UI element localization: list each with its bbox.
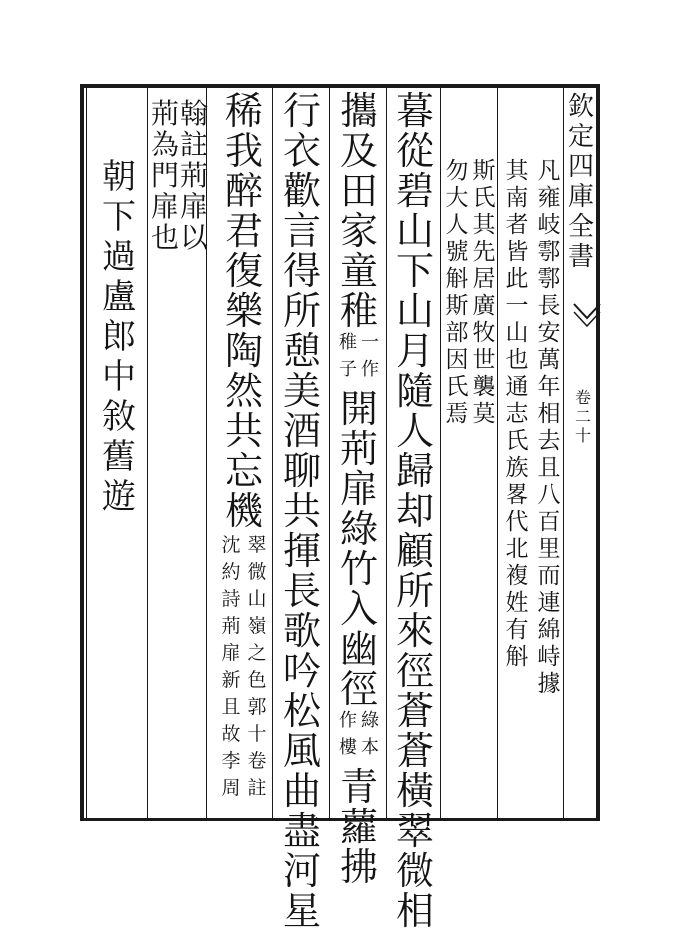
left-inner-border	[86, 84, 87, 821]
inline-note	[220, 536, 268, 806]
column-divider	[272, 88, 273, 818]
top-border	[80, 84, 600, 88]
inline-note-line: 沈 約 詩 荊 扉 新 且 故 李 周	[221, 534, 241, 799]
inline-note-line: 一 作	[361, 332, 379, 380]
note-column: 其 南 者 皆 此 一 山 也 通 志 氏 族 畧 代 北 複 姓 有 斛	[505, 158, 529, 670]
inline-note	[338, 712, 380, 766]
left-border	[80, 84, 84, 821]
inline-note-line: 綠 本	[361, 710, 379, 758]
verse-column: 行 衣 歡 言 得 所 憩 美 酒 聊 共 揮 長 歌 吟 松 風 曲 盡 河 星	[282, 89, 321, 933]
verse-segment: 青 蘿 拂	[339, 765, 378, 889]
note-column: 翰 註 荊 扉 以	[180, 97, 209, 254]
inline-note	[338, 334, 380, 388]
column-divider	[147, 88, 148, 818]
inline-note-line: 稚 子	[339, 332, 357, 380]
verse-segment: 開 荊 扉 綠 竹 入 幽 徑	[339, 387, 378, 711]
inline-note-line: 作 樓	[339, 710, 357, 758]
column-divider	[386, 88, 387, 818]
note-column: 荊 為 門 扉 也	[151, 97, 180, 254]
inline-note-line: 翠 微 山 嶺 之 色 郭 十 卷 註	[247, 534, 267, 799]
column-divider	[329, 88, 330, 818]
collection-title: 欽 定 四 庫 全 書	[567, 92, 594, 272]
verse-segment: 攜 及 田 家 童 稚	[339, 89, 378, 333]
volume-label: 卷 二 十	[574, 388, 591, 445]
note-column: 斯 氏 其 先 居 廣 牧 世 襲 莫	[472, 158, 496, 427]
verse-column: 暮 從 碧 山 下 山 月 隨 人 歸 却 顧 所 來 徑 蒼 蒼 橫 翠 微 相	[395, 89, 434, 933]
verse-column	[337, 89, 381, 889]
note-column: 勿 大 人 號 斛 斯 部 因 氏 焉	[445, 158, 469, 427]
column-divider	[440, 88, 441, 818]
poem-title: 朝 下 過 盧 郎 中 敘 舊 遊	[102, 157, 136, 517]
fish-tail-mark	[572, 302, 602, 340]
column-divider	[563, 88, 564, 818]
note-column: 凡 雍 岐 鄠 鄠 長 安 萬 年 相 去 且 八 百 里 而 連 綿 峙 據	[537, 158, 561, 697]
verse-column	[219, 89, 269, 806]
right-border	[596, 84, 600, 821]
verse-segment: 稀 我 醉 君 復 樂 陶 然 共 忘 機	[224, 89, 263, 533]
